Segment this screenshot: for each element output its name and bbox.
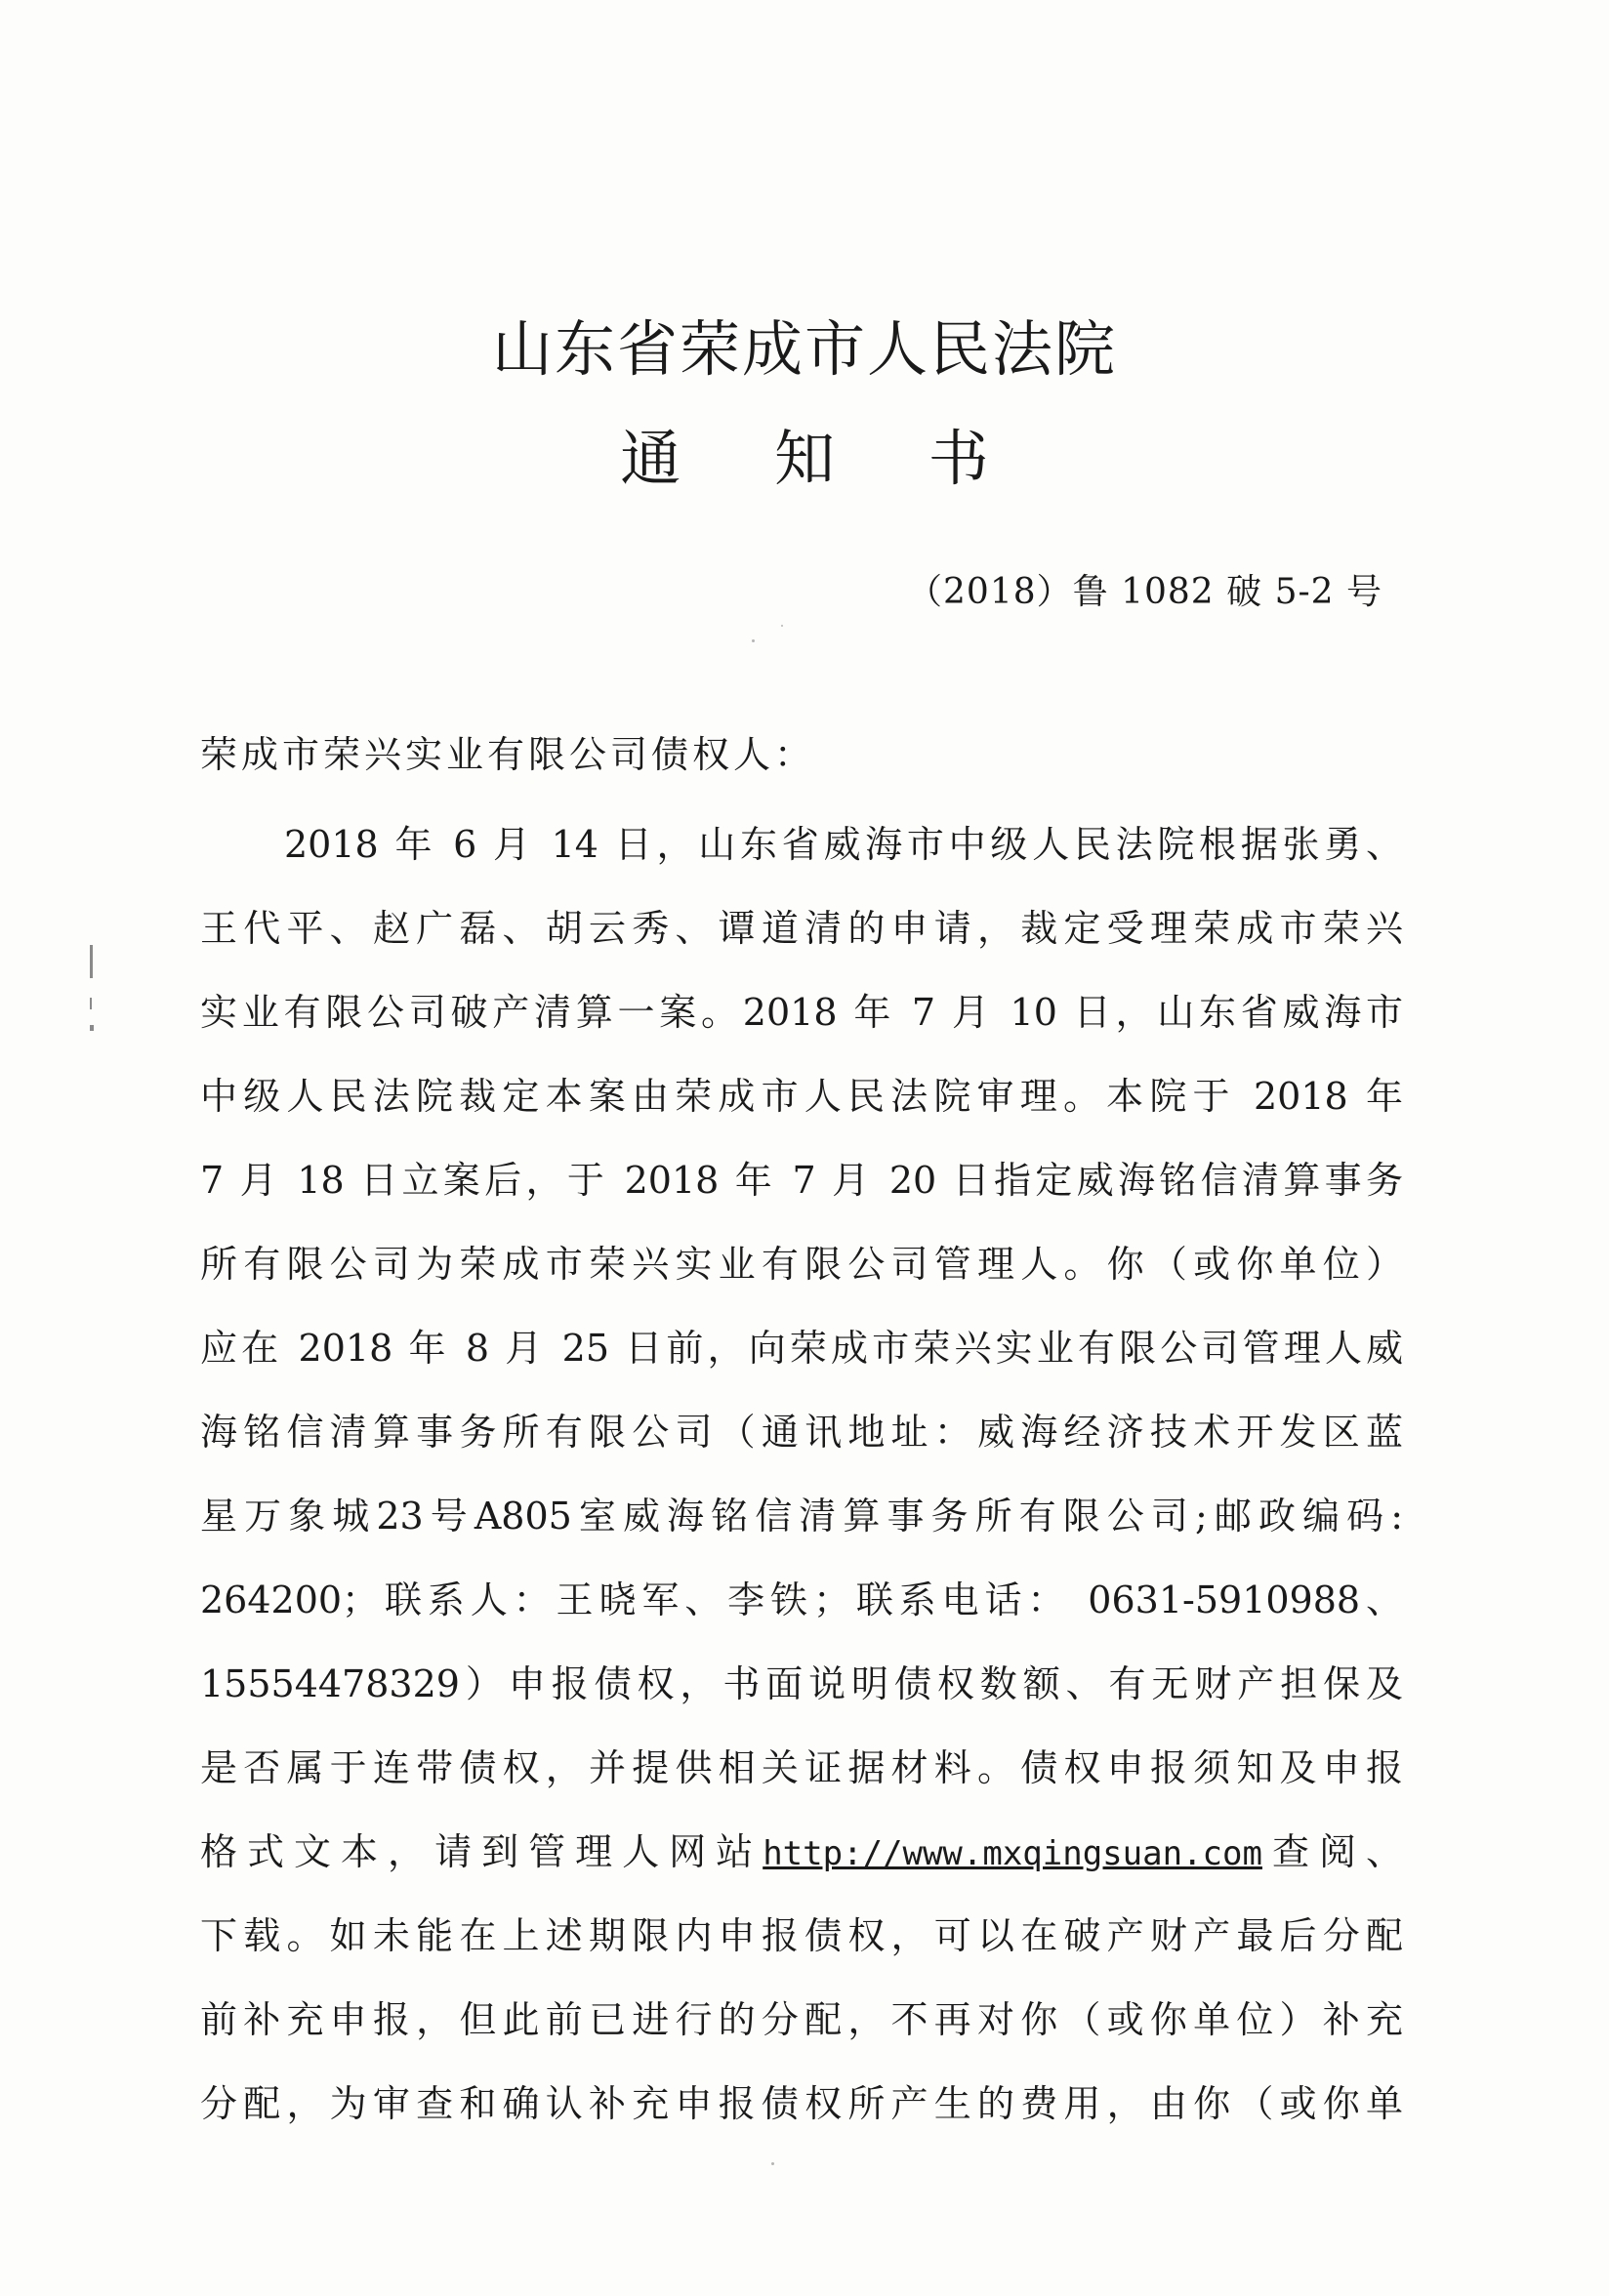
- body-line: [200, 1810, 1403, 1894]
- scan-mark: [90, 945, 93, 978]
- case-number: （2018）鲁 1082 破 5-2 号: [907, 572, 1382, 612]
- body-line: 所有限公司为荣成市荣兴实业有限公司管理人。你（或你单位）: [200, 1243, 1403, 1286]
- body-line: 前补充申报，但此前已进行的分配，不再对你（或你单位）补充: [200, 1998, 1403, 2041]
- body-text: 查阅、: [1261, 1830, 1403, 1873]
- body-line: 中级人民法院裁定本案由荣成市人民法院审理。本院于 2018 年: [200, 1075, 1403, 1118]
- notice-body: [200, 802, 1403, 2146]
- body-line: 分配，为审查和确认补充申报债权所产生的费用，由你（或你单: [200, 2082, 1403, 2125]
- scan-speck: [752, 639, 755, 642]
- body-line: 15554478329）申报债权，书面说明债权数额、有无财产担保及: [200, 1662, 1403, 1705]
- scan-speck: [781, 625, 783, 627]
- scan-mark: [90, 998, 92, 1009]
- body-line: 应在 2018 年 8 月 25 日前，向荣成市荣兴实业有限公司管理人威: [200, 1327, 1403, 1370]
- body-line: 海铭信清算事务所有限公司（通讯地址：威海经济技术开发区蓝: [200, 1411, 1403, 1454]
- body-line: 2018 年 6 月 14 日，山东省威海市中级人民法院根据张勇、: [284, 823, 1403, 866]
- body-line: 王代平、赵广磊、胡云秀、谭道清的申请，裁定受理荣成市荣兴: [200, 907, 1403, 950]
- body-line: 实业有限公司破产清算一案。2018 年 7 月 10 日，山东省威海市: [200, 991, 1403, 1034]
- body-line: 7 月 18 日立案后，于 2018 年 7 月 20 日指定威海铭信清算事务: [200, 1159, 1403, 1202]
- salutation: 荣成市荣兴实业有限公司债权人：: [200, 733, 816, 776]
- body-text: 格式文本，请到管理人网站: [200, 1830, 763, 1873]
- scan-speck: [771, 2162, 774, 2165]
- body-line: 264200；联系人：王晓军、李铁；联系电话： 0631-5910988、: [200, 1578, 1403, 1621]
- body-line: 星万象城23号A805室威海铭信清算事务所有限公司;邮政编码:: [200, 1495, 1403, 1538]
- scan-mark: [90, 1025, 94, 1031]
- document-type-heading: 通 知 书: [620, 423, 1026, 494]
- body-line: 是否属于连带债权，并提供相关证据材料。债权申报须知及申报: [200, 1746, 1403, 1789]
- court-name-heading: 山东省荣成市人民法院: [491, 313, 1117, 385]
- body-line: 下载。如未能在上述期限内申报债权，可以在破产财产最后分配: [200, 1914, 1403, 1957]
- administrator-website-link[interactable]: http://www.mxqingsuan.com: [763, 1834, 1262, 1873]
